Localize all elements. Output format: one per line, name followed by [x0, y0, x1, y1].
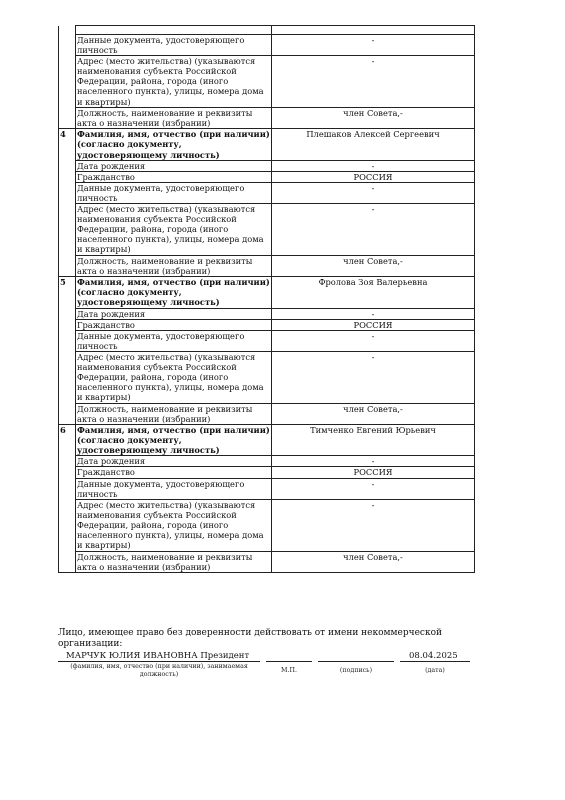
table-row	[59, 256, 475, 277]
row-value: -	[272, 499, 475, 551]
table-row	[59, 467, 475, 478]
table-row	[59, 351, 475, 403]
table-row	[59, 160, 475, 171]
row-value: -	[272, 160, 475, 171]
row-value: -	[272, 456, 475, 467]
caption-date: (дата)	[425, 667, 445, 674]
table-row	[59, 56, 475, 108]
row-label: Адрес (место жительства) (указываются наименования субъекта Российской Федерации, района, города (иного населенного пункта), улицы, номера дома и квартиры)	[76, 499, 272, 551]
row-label: Адрес (место жительства) (указываются наименования субъекта Российской Федерации, района, города (иного населенного пункта), улицы, номера дома и квартиры)	[76, 56, 272, 108]
row-value: -	[272, 204, 475, 256]
row-value: РОССИЯ	[272, 467, 475, 478]
member-name-row	[59, 425, 475, 456]
row-label: Данные документа, удостоверяющего личность	[76, 330, 272, 351]
table-row	[59, 403, 475, 424]
name-underline	[58, 661, 260, 662]
row-value: -	[272, 182, 475, 203]
table-row	[59, 330, 475, 351]
signature-date: 08.04.2025	[409, 651, 458, 661]
row-value: член Совета,-	[272, 403, 475, 424]
table-row	[59, 204, 475, 256]
member-name-row	[59, 277, 475, 308]
authorized-person-statement: Лицо, имеющее право без доверенности действовать от имени некоммерческой организации:	[58, 628, 442, 649]
row-label: Дата рождения	[76, 308, 272, 319]
row-label: Гражданство	[76, 319, 272, 330]
row-label: Адрес (место жительства) (указываются наименования субъекта Российской Федерации, района, города (иного населенного пункта), улицы, номера дома и квартиры)	[76, 204, 272, 256]
row-label: Данные документа, удостоверяющего личность	[76, 35, 272, 56]
stamp-underline	[266, 661, 312, 662]
row-value: член Совета,-	[272, 108, 475, 129]
member-number: 6	[59, 425, 76, 456]
row-label: Данные документа, удостоверяющего личность	[76, 478, 272, 499]
row-label: Должность, наименование и реквизиты акта о назначении (избрании)	[76, 256, 272, 277]
table-row	[59, 171, 475, 182]
table-row	[59, 319, 475, 330]
table-row	[59, 108, 475, 129]
member-name: Плешаков Алексей Сергеевич	[272, 129, 475, 160]
row-label: Должность, наименование и реквизиты акта о назначении (избрании)	[76, 551, 272, 572]
signer-name: МАРЧУК ЮЛИЯ ИВАНОВНА Президент	[66, 651, 250, 661]
row-value: -	[272, 308, 475, 319]
row-label: Гражданство	[76, 171, 272, 182]
table-row	[59, 499, 475, 551]
row-value: -	[272, 478, 475, 499]
table-row	[59, 35, 475, 56]
row-value: член Совета,-	[272, 256, 475, 277]
table-row	[59, 456, 475, 467]
row-value: -	[272, 351, 475, 403]
row-label: Фамилия, имя, отчество (при наличии) (согласно документу, удостоверяющему личность)	[77, 425, 270, 456]
row-label: Фамилия, имя, отчество (при наличии) (согласно документу, удостоверяющему личность)	[77, 129, 270, 160]
row-label: Должность, наименование и реквизиты акта о назначении (избрании)	[76, 108, 272, 129]
caption-signature: (подпись)	[339, 667, 373, 674]
row-value: -	[272, 56, 475, 108]
row-label: Должность, наименование и реквизиты акта о назначении (избрании)	[76, 403, 272, 424]
row-label: Фамилия, имя, отчество (при наличии) (согласно документу, удостоверяющему личность)	[77, 277, 270, 308]
date-underline	[400, 661, 470, 662]
member-number: 5	[59, 277, 76, 308]
table-row	[59, 308, 475, 319]
row-label: Адрес (место жительства) (указываются наименования субъекта Российской Федерации, района, города (иного населенного пункта), улицы, номера дома и квартиры)	[76, 351, 272, 403]
row-label: Данные документа, удостоверяющего личность	[76, 182, 272, 203]
member-name: Тимченко Евгений Юрьевич	[272, 425, 475, 456]
row-value: член Совета,-	[272, 551, 475, 572]
member-name: Фролова Зоя Валерьевна	[272, 277, 475, 308]
table-row	[59, 26, 475, 35]
row-label: Дата рождения	[76, 456, 272, 467]
table-row	[59, 478, 475, 499]
row-value: РОССИЯ	[272, 319, 475, 330]
row-value: -	[272, 330, 475, 351]
table-row	[59, 551, 475, 572]
governing-body-members-table	[58, 25, 475, 573]
row-value: -	[272, 35, 475, 56]
caption-name: (фамилия, имя, отчество (при наличии), занимаемая должность)	[70, 663, 248, 678]
caption-stamp: М.П.	[281, 667, 297, 674]
row-value: РОССИЯ	[272, 171, 475, 182]
table-row	[59, 182, 475, 203]
row-label: Дата рождения	[76, 160, 272, 171]
row-label: Гражданство	[76, 467, 272, 478]
member-number: 4	[59, 129, 76, 160]
signature-underline	[318, 661, 394, 662]
member-name-row	[59, 129, 475, 160]
